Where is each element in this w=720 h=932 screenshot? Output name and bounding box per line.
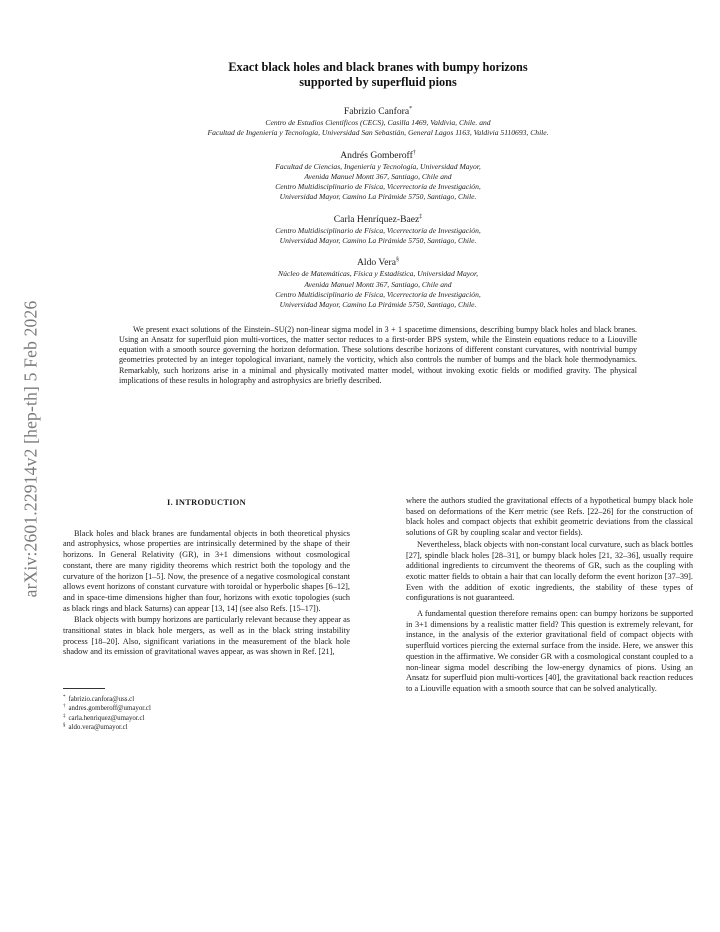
paper-title (63, 60, 693, 90)
author-affiliation: Núcleo de Matemáticas, Física y Estadística, Universidad Mayor, Avenida Manuel Montt 367, Santiago, Chile and Centro Multidisciplinario de Física, Vicerrectoría de Investigación, Universidad Mayor, Camino La Pirámide 5750, Santiago, Chile. (275, 269, 481, 310)
author-list (63, 106, 693, 311)
author-affiliation: Centro de Estudios Científicos (CECS), Casilla 1469, Valdivia, Chile. and Facultad de Ingeniería y Tecnología, Universidad San Sebastián, General Lagos 1163, Valdivia 5110693, Chile. (207, 118, 549, 138)
paragraph: Black objects with bumpy horizons are particularly relevant because they appear as transitional states in black hole mergers, as well as in the black string instability process [18–20]. Also, significant variations in the measurement of the black hole shadow and its emission of gravitational waves appear, as was shown in Ref. [21], (63, 615, 350, 657)
author-name: Carla Henríquez-Baez‡ (333, 213, 423, 225)
paragraph: where the authors studied the gravitational effects of a hypothetical bumpy black hole based on deformations of the Kerr metric (see Refs. [22–26] for the construction of black holes and compact objects that exhibit geometric deviations from the classical solutions of GR by coupling scalar and vector fields). (406, 496, 693, 538)
paragraph: A fundamental question therefore remains open: can bumpy horizons be supported in 3+1 dimensions by a realistic matter field? This question is extremely relevant, for instance, in the analysis of the exterior gravitational field of compact objects with superfluid vortices piercing the external surface from the inside. Here, we answer this question in the affirmative. We consider GR with a cosmological constant coupled to a non-linear sigma model describing the low-energy dynamics of pions. Using an Ansatz for superfluid pion multi-vortices [40], the gravitational back reaction reduces to a Liouville equation with a smooth source that can be solved analytically. (406, 609, 693, 693)
author-affiliation: Centro Multidisciplinario de Física, Vicerrectoría de Investigación, Universidad Mayor, Camino La Pirámide 5750, Santiago, Chile. (275, 225, 481, 246)
paragraph: Nevertheless, black objects with non-constant local curvature, such as black bottles [27], spindle black holes [28–31], or bumpy black holes [21, 32–36], usually require additional ingredients to circumvent the theorems of GR, such as the coupling with exotic matter fields to obtain a hair that can locally deform the event horizon [37–39]. Even with the addition of exotic ingredients, the stability of these types of configurations is not guaranteed. (406, 539, 693, 603)
abstract: We present exact solutions of the Einstein–SU(2) non-linear sigma model in 3 + 1 spacetime dimensions, describing bumpy black holes and black branes. Using an Ansatz for superfluid pion multi-vortices, the matter sector reduces to a first-order BPS system, while the Einstein equations reduce to a Liouville equation with a smooth source governing the horizon deformation. These solutions describe horizons of different constant curvatures, with nontrivial bumpy geometries protected by an integer topological invariant, namely the vorticity, which also controls the number of bumps and the black hole thermodynamics. Remarkably, such horizons arise in a minimal and physically motivated matter model, without invoking exotic fields or modified gravity. The physical implications of these results in holography and astrophysics are briefly described. (119, 324, 637, 386)
footnote: ‡ carla.henriquez@umayor.cl (63, 713, 145, 722)
title-line-2: supported by superfluid pions (299, 75, 457, 89)
title-line-1: Exact black holes and black branes with bumpy horizons (228, 60, 528, 74)
author-affiliation: Facultad de Ciencias, Ingeniería y Tecnología, Universidad Mayor, Avenida Manuel Montt 367, Santiago, Chile and Centro Multidisciplinario de Física, Vicerrectoría de Investigación, Universidad Mayor, Camino La Pirámide 5750, Santiago, Chile. (275, 161, 481, 202)
author-name: Fabrizio Canfora* (343, 106, 413, 117)
author-block (63, 214, 693, 247)
footnotes (63, 695, 350, 732)
footnote: § aldo.vera@umayor.cl (63, 722, 128, 731)
author-block (63, 257, 693, 310)
right-column (406, 496, 693, 732)
paper-page (63, 60, 693, 731)
author-block (63, 106, 693, 139)
footnote-rule (63, 688, 105, 689)
arxiv-identifier: arXiv:2601.22914v2 [hep-th] 5 Feb 2026 (20, 300, 41, 598)
left-column (63, 496, 350, 732)
footnote: * fabrizio.canfora@uss.cl (63, 695, 135, 704)
footnote: † andres.gomberoff@umayor.cl (63, 704, 151, 713)
body-columns (63, 496, 693, 732)
author-name: Aldo Vera§ (357, 257, 399, 269)
paragraph: Black holes and black branes are fundamental objects in both theoretical physics and astrophysics, whose properties are intrinsically determined by the shape of their horizons. In General Relativity (GR), in 3+1 dimensions without cosmological constant, there are many rigidity theorems which restrict both the topology and the curvature of the horizon [1–5]. Now, the presence of a negative cosmological constant allows event horizons of constant curvature with toroidal or hyperbolic shapes [6–12], and in space-time dimensions higher than four, horizons with exotic topologies (such as black rings and black Saturns) can appear [13, 14] (see also Refs. [15–17]). (63, 528, 350, 613)
author-block (63, 150, 693, 203)
author-name: Andrés Gomberoff† (340, 149, 416, 161)
section-heading: I. INTRODUCTION (167, 498, 246, 507)
arxiv-sidebar (18, 262, 44, 637)
